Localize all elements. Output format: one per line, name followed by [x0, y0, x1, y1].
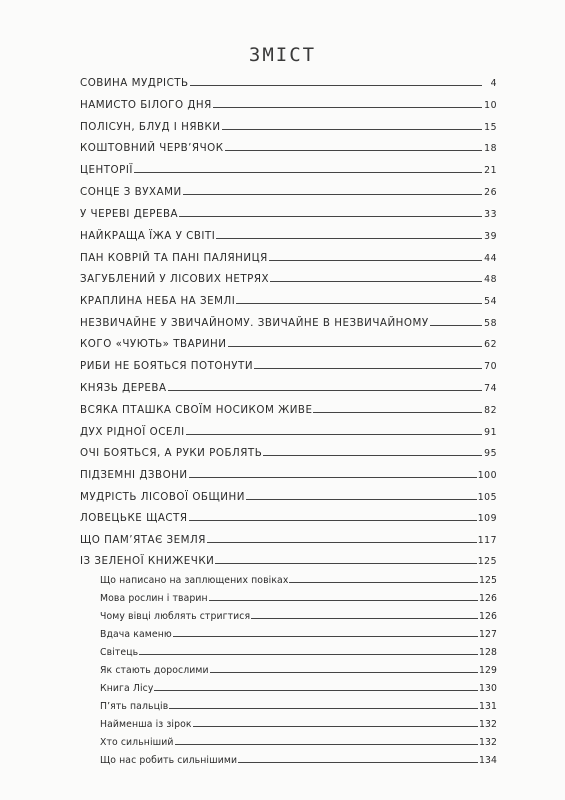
toc-entry-page: 39: [484, 231, 497, 242]
toc-entry[interactable]: [80, 402, 497, 416]
dot-leader: [173, 636, 478, 637]
toc-entry[interactable]: [80, 184, 497, 198]
toc-entry-title: НАМИСТО БІЛОГО ДНЯ: [80, 99, 212, 111]
toc-subentry[interactable]: [100, 716, 497, 730]
toc-subentry[interactable]: [100, 590, 497, 604]
toc-entry[interactable]: [80, 119, 497, 133]
dot-leader: [189, 477, 477, 478]
toc-subentry-title: Як стають дорослими: [100, 665, 209, 676]
toc-entry-title: ЦЕНТОРІЇ: [80, 164, 133, 176]
toc-entry-title: ОЧІ БОЯТЬСЯ, А РУКИ РОБЛЯТЬ: [80, 447, 263, 459]
toc-entry[interactable]: [80, 271, 497, 285]
dot-leader: [263, 455, 482, 456]
dot-leader: [209, 600, 478, 601]
toc-entry-title: ЗАГУБЛЕНИЙ У ЛІСОВИХ НЕТРЯХ: [80, 273, 270, 285]
toc-entry-title: ЩО ПАМ’ЯТАЄ ЗЕМЛЯ: [80, 534, 206, 546]
toc-entry[interactable]: [80, 467, 497, 481]
toc-entry-page: 21: [484, 165, 497, 176]
toc-subentry-title: Хто сильніший: [100, 737, 174, 748]
toc-entry-title: ПОЛІСУН, БЛУД І НЯВКИ: [80, 121, 221, 133]
toc-subentry-page: 130: [478, 683, 497, 694]
toc-entry-page: 117: [477, 535, 497, 546]
toc-entry[interactable]: [80, 140, 497, 154]
toc-entry[interactable]: [80, 489, 497, 503]
toc-entry[interactable]: [80, 97, 497, 111]
dot-leader: [183, 194, 482, 195]
toc-subentry-page: 127: [478, 629, 497, 640]
toc-entry[interactable]: [80, 315, 497, 329]
dot-leader: [289, 582, 478, 583]
toc-entry-page: 54: [484, 296, 497, 307]
toc-subentry-page: 131: [478, 701, 497, 712]
toc-entry[interactable]: [80, 162, 497, 176]
toc-subentry-title: Що нас робить сильнішими: [100, 755, 238, 766]
toc-subentry[interactable]: [100, 680, 497, 694]
toc-subentry-title: Світець: [100, 647, 139, 658]
dot-leader: [190, 85, 482, 86]
toc-subentry[interactable]: [100, 734, 497, 748]
toc-subentry[interactable]: [100, 626, 497, 640]
toc-entry-page: 105: [477, 492, 497, 503]
toc-entry-page: 48: [484, 274, 497, 285]
dot-leader: [210, 672, 478, 673]
toc-entry[interactable]: [80, 532, 497, 546]
toc-subentry-title: П’ять пальців: [100, 701, 169, 712]
toc-entry[interactable]: [80, 206, 497, 220]
toc-entry-page: 82: [484, 405, 497, 416]
toc-entry-title: ІЗ ЗЕЛЕНОЇ КНИЖЕЧКИ: [80, 555, 215, 567]
toc-entry-title: НАЙКРАЩА ЇЖА У СВІТІ: [80, 230, 216, 242]
dot-leader: [186, 434, 482, 435]
dot-leader: [269, 260, 482, 261]
dot-leader: [213, 107, 482, 108]
toc-entry-title: НЕЗВИЧАЙНЕ У ЗВИЧАЙНОМУ. ЗВИЧАЙНЕ В НЕЗВИЧАЙНОМУ: [80, 317, 429, 329]
dot-leader: [216, 238, 482, 239]
page-title: ЗМІСТ: [248, 44, 317, 66]
toc-entry-title: КОШТОВНИЙ ЧЕРВ’ЯЧОК: [80, 142, 224, 154]
toc-subentry-page: 126: [478, 611, 497, 622]
toc-entry[interactable]: [80, 424, 497, 438]
toc-entry-page: 91: [484, 427, 497, 438]
dot-leader: [270, 281, 482, 282]
toc-subentry-page: 128: [478, 647, 497, 658]
toc-entry[interactable]: [80, 293, 497, 307]
toc-subentry-title: Мова рослин і тварин: [100, 593, 208, 604]
toc-subentry[interactable]: [100, 608, 497, 622]
toc-entry-title: ПІДЗЕМНІ ДЗВОНИ: [80, 469, 188, 481]
toc-entry[interactable]: [80, 336, 497, 350]
toc-entry[interactable]: [80, 228, 497, 242]
toc-entry-title: МУДРІСТЬ ЛІСОВОЇ ОБЩИНИ: [80, 491, 245, 503]
toc-entry[interactable]: [80, 358, 497, 372]
toc-entry[interactable]: [80, 553, 497, 567]
dot-leader: [254, 368, 482, 369]
dot-leader: [193, 726, 478, 727]
toc-entry-title: РИБИ НЕ БОЯТЬСЯ ПОТОНУТИ: [80, 360, 254, 372]
toc-entry[interactable]: [80, 445, 497, 459]
toc-subentry-title: Найменша із зірок: [100, 719, 192, 730]
toc-entry-title: ЛОВЕЦЬКЕ ЩАСТЯ: [80, 512, 188, 524]
toc-entry-title: СОНЦЕ З ВУХАМИ: [80, 186, 182, 198]
dot-leader: [139, 654, 478, 655]
toc-entry-title: ДУХ РІДНОЇ ОСЕЛІ: [80, 426, 185, 438]
dot-leader: [175, 744, 478, 745]
toc-entry-page: 33: [484, 209, 497, 220]
toc-entry-page: 70: [484, 361, 497, 372]
toc-entry-page: 44: [484, 253, 497, 264]
toc-subentry-page: 129: [478, 665, 497, 676]
toc-subentry-page: 132: [478, 719, 497, 730]
toc-subentry-page: 134: [478, 755, 497, 766]
dot-leader: [168, 390, 482, 391]
dot-leader: [246, 499, 477, 500]
dot-leader: [134, 172, 482, 173]
toc-entry-page: 100: [477, 470, 497, 481]
toc-entry-page: 125: [477, 556, 497, 567]
toc-subentry-title: Чому вівці люблять стригтися: [100, 611, 251, 622]
dot-leader: [179, 216, 482, 217]
dot-leader: [236, 303, 482, 304]
dot-leader: [222, 129, 482, 130]
toc-entry-page: 109: [477, 513, 497, 524]
toc-entry[interactable]: [80, 75, 497, 89]
dot-leader: [169, 708, 478, 709]
dot-leader: [251, 618, 478, 619]
dot-leader: [238, 762, 478, 763]
toc-entry-title: У ЧЕРЕВІ ДЕРЕВА: [80, 208, 179, 220]
dot-leader: [215, 563, 476, 564]
toc-entry-page: 15: [484, 122, 497, 133]
toc-entry-title: СОВИНА МУДРІСТЬ: [80, 77, 189, 89]
dot-leader: [189, 520, 477, 521]
toc-entry[interactable]: [80, 380, 497, 394]
toc-subentry-title: Вдача каменю: [100, 629, 172, 640]
toc-subentry-page: 126: [478, 593, 497, 604]
dot-leader: [154, 690, 478, 691]
toc-entry[interactable]: [80, 510, 497, 524]
dot-leader: [313, 412, 482, 413]
toc-subentry[interactable]: [100, 644, 497, 658]
toc-entry-title: КНЯЗЬ ДЕРЕВА: [80, 382, 167, 394]
toc-entry-title: ВСЯКА ПТАШКА СВОЇМ НОСИКОМ ЖИВЕ: [80, 404, 313, 416]
toc-entry-page: 95: [484, 448, 497, 459]
toc-subentry-title: Книга Лісу: [100, 683, 154, 694]
toc-entry-page: 18: [484, 143, 497, 154]
toc-subentry[interactable]: [100, 572, 497, 586]
toc-entry-title: КОГО «ЧУЮТЬ» ТВАРИНИ: [80, 338, 227, 350]
toc-entry-page: 26: [484, 187, 497, 198]
toc-entry-page: 62: [484, 339, 497, 350]
toc-entry-title: ПАН КОВРІЙ ТА ПАНІ ПАЛЯНИЦЯ: [80, 252, 268, 264]
toc-entry-page: 10: [484, 100, 497, 111]
dot-leader: [430, 325, 482, 326]
dot-leader: [225, 150, 482, 151]
toc-entry-page: 4: [490, 78, 497, 89]
toc-entry-page: 58: [484, 318, 497, 329]
toc-subentry-title: Що написано на заплющених повіках: [100, 575, 289, 586]
toc-subentry[interactable]: [100, 662, 497, 676]
toc-subentry-page: 132: [478, 737, 497, 748]
toc-subentry[interactable]: [100, 698, 497, 712]
toc-entry-page: 74: [484, 383, 497, 394]
toc-subentry[interactable]: [100, 752, 497, 766]
dot-leader: [207, 542, 477, 543]
toc-entry[interactable]: [80, 250, 497, 264]
toc-subentry-page: 125: [478, 575, 497, 586]
toc-entry-title: КРАПЛИНА НЕБА НА ЗЕМЛІ: [80, 295, 236, 307]
dot-leader: [228, 346, 482, 347]
